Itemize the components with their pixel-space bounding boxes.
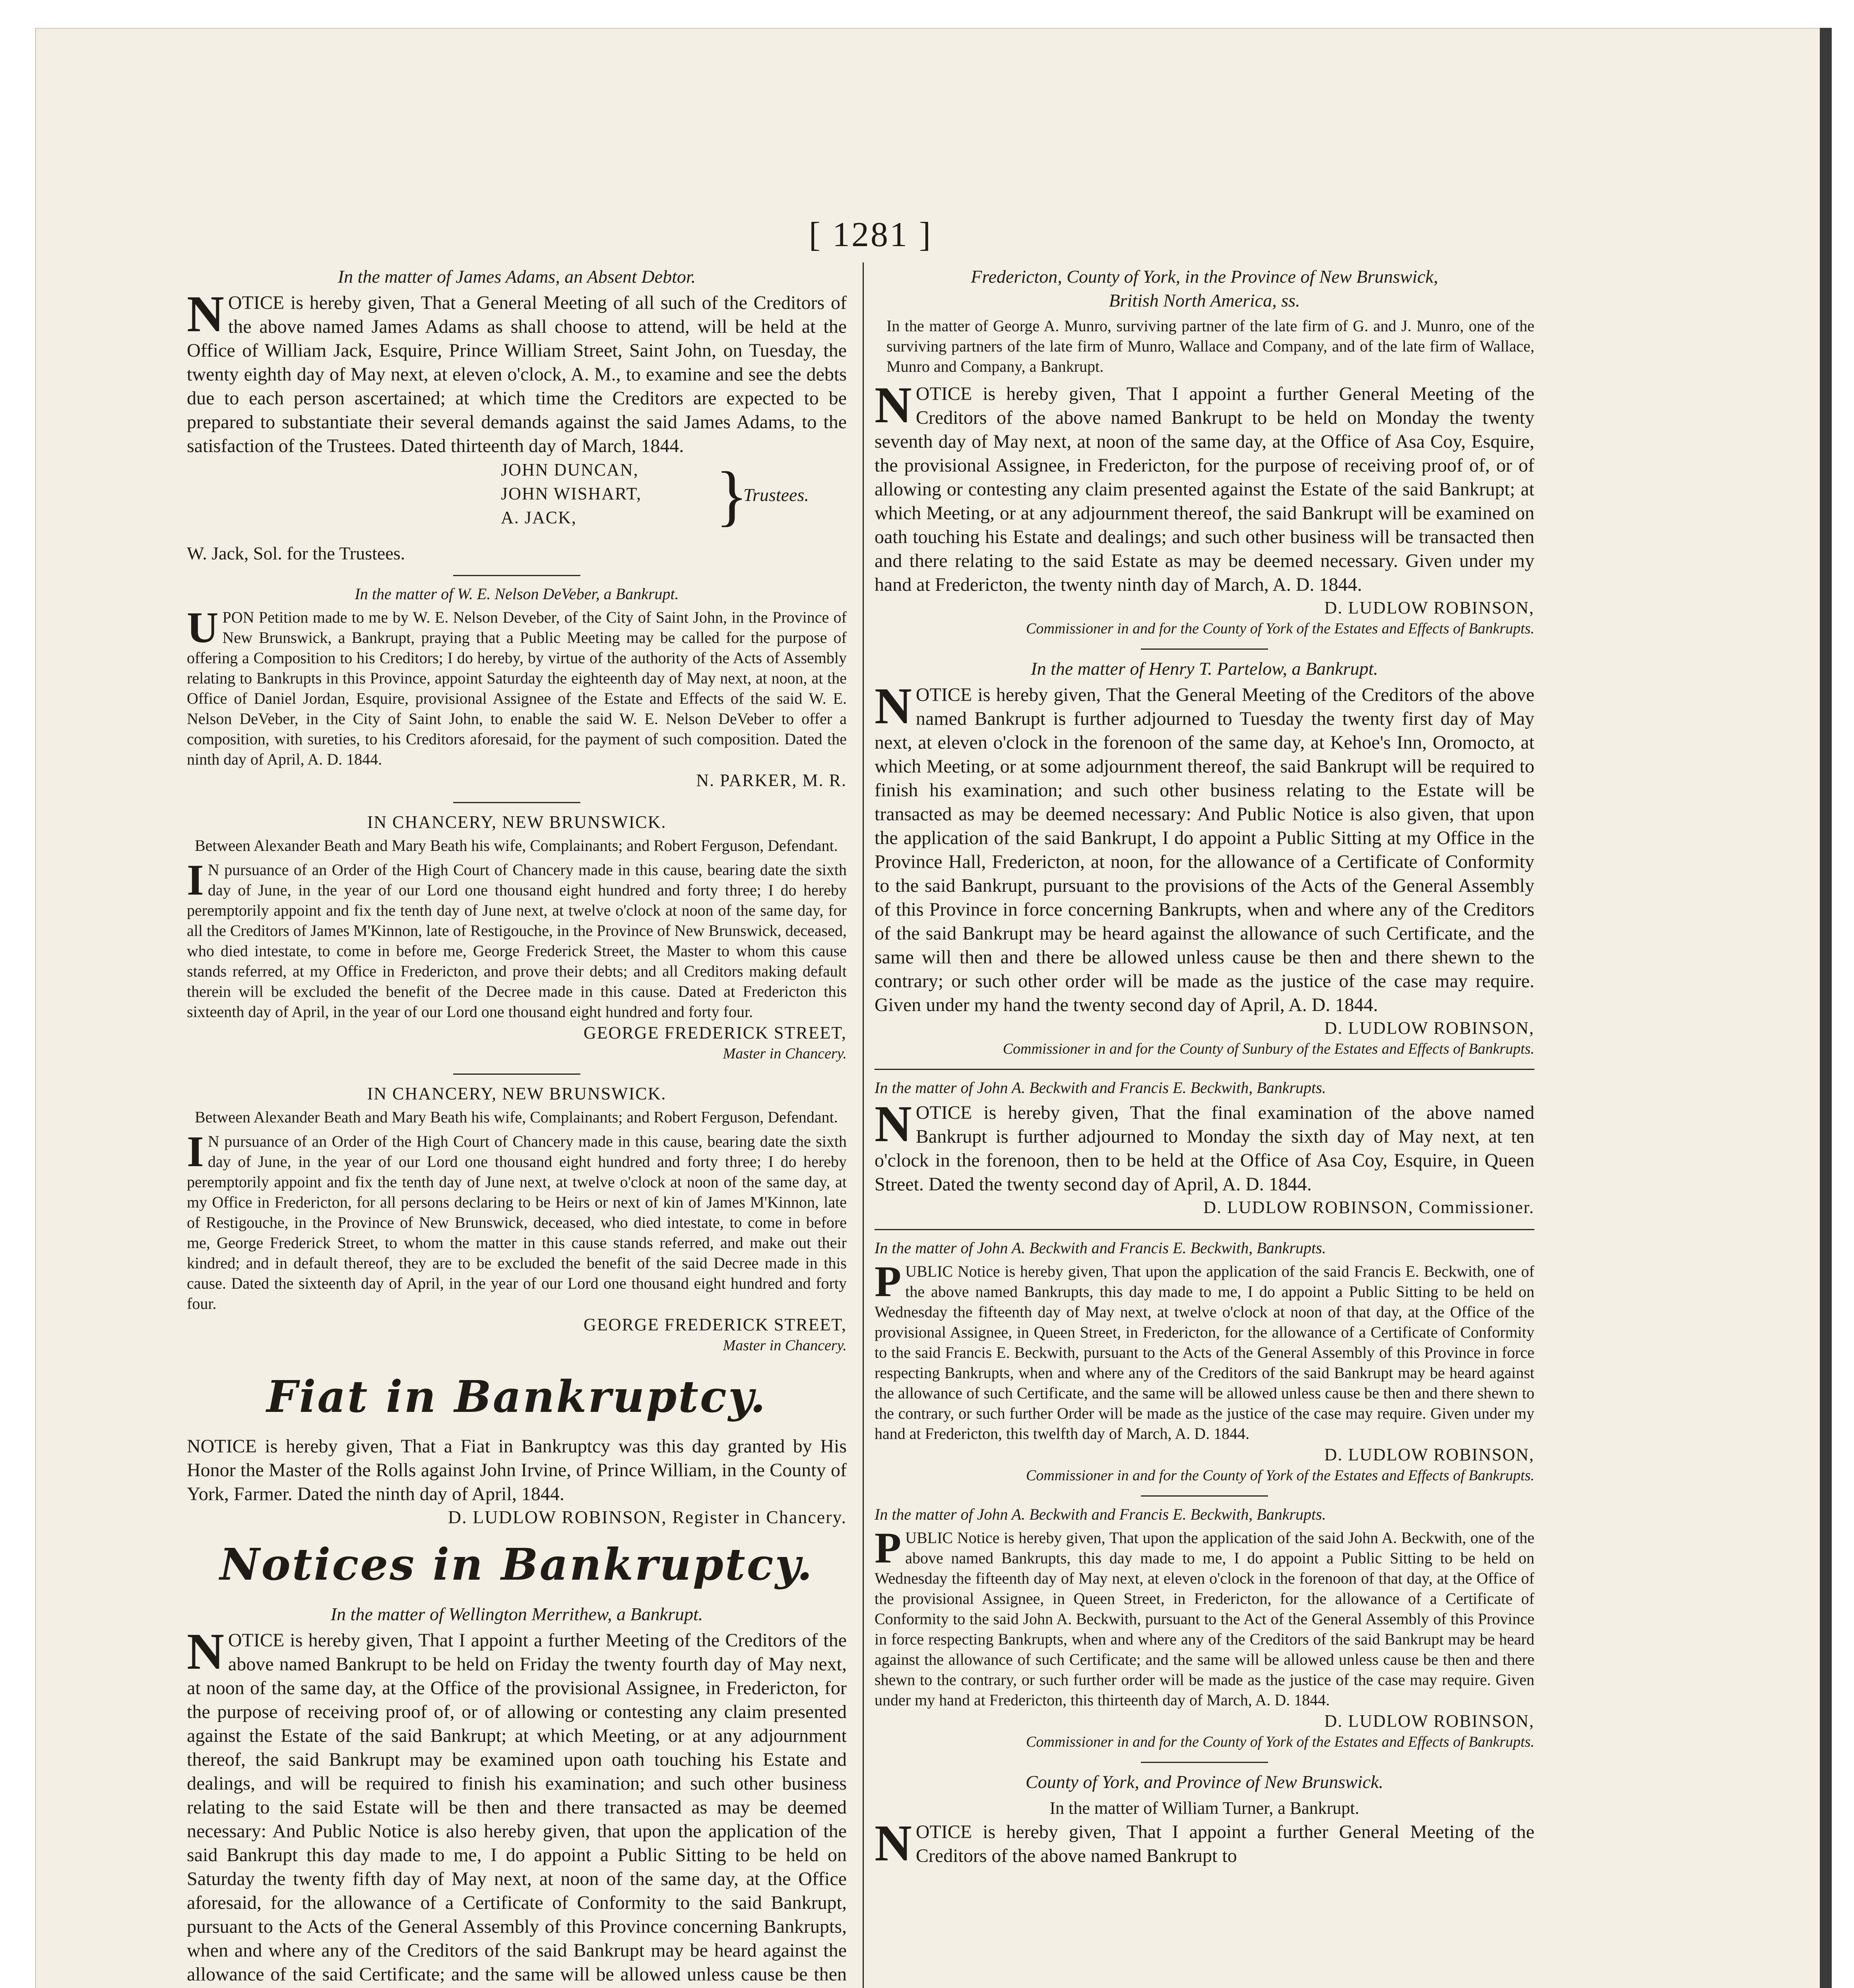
notice-text: PON Petition made to me by W. E. Nelson Deveber, of the City of Saint John, in the Province of New Brunswick, a Bankrupt, praying that a Public Meeting may be called for the purpose of offering a Composition to his Creditors; I do hereby, by virtue of the authority of the Acts of Assembly relating to Bankrupts in this Province, appoint Saturday the eighteenth day of May next, at noon, at the Office of Daniel Jordan, Esquire, provisional Assignee of the Estate and Effects of the said W. E. Nelson DeVeber, in the City of Saint John, to enable the said W. E. Nelson DeVeber to offer a composition, with sureties, to his Creditors aforesaid, for the payment of such composition. Dated the ninth day of April, A. D. 1844. [187,608,847,768]
signature: D. LUDLOW ROBINSON, [1324,1711,1534,1731]
notice-text: OTICE is hereby given, That the final examination of the above named Bankrupt is further adjourned to Monday the sixth day of May next, at ten o'clock in the forenoon, then to be held at the Office of Asa Coy, Esquire, in Queen Street. Dated the twenty second day of April, A. D. 1844. [875,1102,1534,1195]
notice-body [187,285,847,458]
notice-body [875,1815,1534,1872]
notice-body [187,603,847,769]
notice-text: UBLIC Notice is hereby given, That upon the application of the said John A. Beckwith, one of the above named Bankrupts, this day made to me, I do appoint a Public Sitting to be held on Wednesday the fifteenth day of May next, at eleven o'clock in the forenoon of that day, at the Office of the provisional Assignee, in Queen Street, in Fredericton, for the allowance of a Certificate of Conformity to the said John A. Beckwith, pursuant to the Act of the General Assembly of this Province in force respecting Bankrupts, when and where any of the Creditors of the said Bankrupt may be heard against the allowance of such Certificate; and the same will be allowed unless cause be then and there shewn to the contrary, or such further order will be made as the justice of the case may require. Given under my hand at Fredericton, this thirteenth day of March, A. D. 1844. [875,1529,1534,1709]
signature-title: Commissioner in and for the County of Sunbury of the Estates and Effects of Bankrupts. [1003,1041,1534,1057]
notice-beckwith-3 [875,1504,1534,1751]
notice-body [875,678,1534,1017]
drop-cap: N [875,1095,912,1153]
notice-caption: In the matter of James Adams, an Absent Debtor. [337,266,696,287]
notice-caption: In the matter of W. E. Nelson DeVeber, a Bankrupt. [355,585,679,603]
notice-body [187,1623,847,1988]
section-heading-fiat: Fiat in Bankruptcy. [266,1371,767,1422]
signature: N. PARKER, M. R. [696,771,847,790]
notice-chancery-2 [187,1082,847,1355]
notice-body [875,1257,1534,1444]
drop-cap: N [187,1623,224,1680]
notice-caption: County of York, and Province of New Brunswick. [1026,1772,1383,1792]
signature: D. LUDLOW ROBINSON, Commissioner. [1203,1198,1534,1217]
notice-body [187,856,847,1022]
notice-text: N pursuance of an Order of the High Court of Chancery made in this cause, bearing date the sixth day of June, in the year of our Lord one thousand eight hundred and forty three; I do hereby peremptorily appoint and fix the tenth day of June next, at twelve o'clock at noon of the same day, at my Office in Fredericton, for all persons declaring to be Heirs or next of kin of James M'Kinnon, late of Restigouche, in the Province of New Brunswick, deceased, who died intestate, to come in before me, George Frederick Street, to whom the matter in this cause stands referred, and make out their kindred; and in default thereof, they are to be excluded the benefit of the said Decree made in this cause. Dated the sixteenth day of April, in the year of our Lord one thousand eight hundred and forty four. [187,1132,847,1312]
column-divider [863,262,864,1988]
signature-title: Master in Chancery. [723,1337,847,1354]
notice-turner [875,1770,1534,1872]
notice-partelow [875,657,1534,1058]
notice-body [875,1095,1534,1196]
notice-text: OTICE is hereby given, That I appoint a further Meeting of the Creditors of the above named Bankrupt to be held on Friday the twenty fourth day of May next, at noon of the same day, at the Office of the provisional Assignee, in Fredericton, for the purpose of receiving proof of, or of allowing or contesting any claim presented against the Estate of the said Bankrupt; at which Meeting, or at any adjournment thereof, the said Bankrupt may be examined upon oath touching his Estate and dealings, and will be required to finish his examination; and such other business relating to the said Estate will be then and there transacted as may be deemed necessary: And Public Notice is also hereby given, that upon the application of the said Bankrupt this day made to me, I do appoint a Public Sitting to be held on Saturday the twenty fifth day of May next, at noon of the same day, at the Office aforesaid, for the allowance of a Certificate of Conformity to the said Bankrupt, pursuant to the Acts of the General Assembly of this Province concerning Bankrupts, when and where any of the Creditors of the said Bankrupt may be heard against the allowance of the said Certificate; and the same will be allowed unless cause be then [187,1630,847,1985]
section-heading: IN CHANCERY, NEW BRUNSWICK. [367,812,667,832]
notice-text: UBLIC Notice is hereby given, That upon the application of the said Francis E. Beckwith, one of the above named Bankrupts, this day made to me, I do appoint a Public Sitting to be held on Wednesday the fifteenth day of May next, at twelve o'clock at noon of that day, at the Office of the provisional Assignee, in Queen Street, in Fredericton, for the allowance of a Certificate of Conformity to the said Francis E. Beckwith, pursuant to the Acts of the General Assembly of this Province in force respecting Bankrupts, when and where any of the Creditors of the said Bankrupt may be heard against the allowance of such Certificate, and the same will be allowed unless cause be then and there shewn to the contrary, or such further Order will be made as the justice of the case may require. Given under my hand at Fredericton, this twelfth day of March, A. D. 1844. [875,1262,1534,1442]
notice-deveber [187,583,847,792]
notice-body [875,1524,1534,1710]
notice-caption: In the matter of John A. Beckwith and Francis E. Beckwith, Bankrupts. [875,1239,1326,1257]
notice-text: N pursuance of an Order of the High Court of Chancery made in this cause, bearing date the sixth day of June, in the year of our Lord one thousand eight hundred and forty three; I do hereby peremptorily appoint and fix the tenth day of June next, at twelve o'clock at noon of the same day, for all the Creditors of James M'Kinnon, late of Restigouche, in the Province of New Brunswick, deceased, who died intestate, to come in before me, George Frederick Street, the Master to whom this cause stands referred, at my Office in Fredericton, and prove their debts; and all Creditors making default therein will be excluded the benefit of the Decree made in this cause. Dated at Fredericton this sixteenth day of April, in the year of our Lord one thousand eight hundred and forty four. [187,861,847,1021]
notice-merrithew [187,1602,847,1988]
parties-line: Between Alexander Beath and Mary Beath his wife, Complainants; and Robert Ferguson, Defendant. [195,1108,838,1126]
drop-cap: N [875,678,912,735]
signature: D. LUDLOW ROBINSON, [1324,1445,1534,1464]
notice-caption-line-2: In the matter of William Turner, a Bankrupt. [1049,1798,1359,1818]
page-edge-shadow [1820,28,1832,1988]
drop-cap: P [875,1257,902,1306]
drop-cap: U [187,603,219,652]
divider-rule [1141,648,1268,650]
brace-icon: } [716,458,748,533]
trustee-name: A. JACK, [501,508,577,527]
divider-rule [453,1074,580,1075]
signature: D. LUDLOW ROBINSON, [1324,598,1534,617]
divider-rule [875,1229,1534,1230]
drop-cap: I [187,1127,204,1176]
parties-line: Between Alexander Beath and Mary Beath his wife, Complainants; and Robert Ferguson, Defendant. [195,837,838,854]
signature: D. LUDLOW ROBINSON, [1324,1018,1534,1038]
signature-title: Master in Chancery. [723,1045,847,1062]
notice-text: NOTICE is hereby given, That a Fiat in Bankruptcy was this day granted by His Honor the Master of the Rolls against John Irvine, of Prince William, in the County of York, Farmer. Dated the ninth day of April, 1844. [187,1436,847,1505]
notice-adams [187,265,847,565]
divider-rule [1141,1495,1268,1497]
signature: D. LUDLOW ROBINSON, Register in Chancery. [448,1507,847,1527]
trustees-block [187,460,847,539]
right-column [875,262,1534,1878]
page-number: [ 1281 ] [809,215,933,254]
divider-rule [1141,1762,1268,1763]
signature-title: Commissioner in and for the County of York of the Estates and Effects of Bankrupts. [1026,620,1534,637]
drop-cap: I [187,856,204,904]
signature: GEORGE FREDERICK STREET, [584,1023,847,1043]
trustee-name: JOHN DUNCAN, [501,460,639,480]
notice-beckwith-1 [875,1077,1534,1219]
notice-chancery-1 [187,810,847,1063]
divider-rule [875,1069,1534,1070]
drop-cap: N [875,377,912,434]
notice-intro: In the matter of George A. Munro, surviving partner of the late firm of G. and J. Munro, one of the surviving partners of the late firm of Munro, Wallace and Company, and of the late firm of Wallace, Munro and Company, a Bankrupt. [886,317,1534,375]
notice-caption: In the matter of John A. Beckwith and Francis E. Beckwith, Bankrupts. [875,1505,1326,1523]
divider-rule [453,575,580,576]
notice-text: OTICE is hereby given, That I appoint a further General Meeting of the Creditors of the above named Bankrupt to be held on Monday the twenty seventh day of May next, at noon of the same day, at the Office of Asa Coy, Esquire, the provisional Assignee, in Fredericton, for the purpose of receiving proof of, or of allowing or contesting any claim presented against the Estate of the said Bankrupt; at which Meeting, or at any adjournment thereof, the said Bankrupt will be examined on oath touching his Estate and dealings; and such other business will be transacted then and there relating to the said Estate as may be deemed necessary. Given under my hand at Fredericton, the twenty ninth day of March, A. D. 1844. [875,383,1534,595]
drop-cap: N [187,285,224,343]
notice-text: OTICE is hereby given, That a General Meeting of all such of the Creditors of the above named James Adams as shall choose to attend, will be held at the Office of William Jack, Esquire, Prince William Street, Saint John, on Tuesday, the twenty eighth day of May next, at eleven o'clock, A. M., to examine and see the debts due to each person ascertained; at which time the Creditors are expected to be prepared to substantiate their several demands against the said James Adams, to the satisfaction of the Trustees. Dated thirteenth day of March, 1844. [187,292,847,456]
notice-caption: In the matter of Wellington Merrithew, a Bankrupt. [330,1604,703,1624]
signature-title: Commissioner in and for the County of York of the Estates and Effects of Bankrupts. [1026,1734,1534,1750]
section-heading: IN CHANCERY, NEW BRUNSWICK. [367,1084,667,1103]
notice-body [875,377,1534,597]
trustee-name: JOHN WISHART, [501,484,642,503]
notice-caption-line-2: British North America, ss. [1109,290,1300,311]
left-column [187,262,847,1988]
notice-caption: In the matter of Henry T. Partelow, a Bankrupt. [1031,658,1378,679]
notice-text: OTICE is hereby given, That the General Meeting of the Creditors of the above named Bankrupt is further adjourned to Tuesday the twenty first day of May next, at eleven o'clock in the forenoon of the same day, at Kehoe's Inn, Oromocto, at which Meeting, or at some adjournment thereof, the said Bankrupt will be required to finish his examination; and such other business relating to the Estate will be transacted as may be deemed necessary: And Public Notice is also given, that upon the application of the said Bankrupt, I do appoint a Public Sitting at my Office in the Province Hall, Fredericton, at noon, for the allowance of a Certificate of Conformity to the said Bankrupt, pursuant to the provisions of the Acts of the General Assembly of this Province in force concerning Bankrupts, when and where any of the Creditors of the said Bankrupt may be heard against the allowance of such Certificate, and the same will then and there be allowed unless cause be then and there shewn to the contrary; or such other order will be made as the justice of the case may require. Given under my hand the twenty second day of April, A. D. 1844. [875,684,1534,1015]
solicitor-line: W. Jack, Sol. for the Trustees. [187,543,405,563]
notice-beckwith-2 [875,1237,1534,1485]
drop-cap: P [875,1524,902,1572]
notice-fiat [187,1435,847,1528]
divider-rule [453,802,580,803]
trustees-label: Trustees. [743,485,809,505]
signature: GEORGE FREDERICK STREET, [584,1315,847,1334]
notice-caption: Fredericton, County of York, in the Province of New Brunswick, [971,266,1438,287]
section-heading-notices: Notices in Bankruptcy. [219,1539,814,1590]
signature-title: Commissioner in and for the County of York of the Estates and Effects of Bankrupts. [1026,1467,1534,1484]
notice-text: OTICE is hereby given, That I appoint a further General Meeting of the Creditors of the above named Bankrupt to [915,1821,1534,1866]
drop-cap: N [875,1815,912,1872]
notice-munro [875,265,1534,638]
notice-caption: In the matter of John A. Beckwith and Francis E. Beckwith, Bankrupts. [875,1079,1326,1097]
notice-body [187,1127,847,1314]
